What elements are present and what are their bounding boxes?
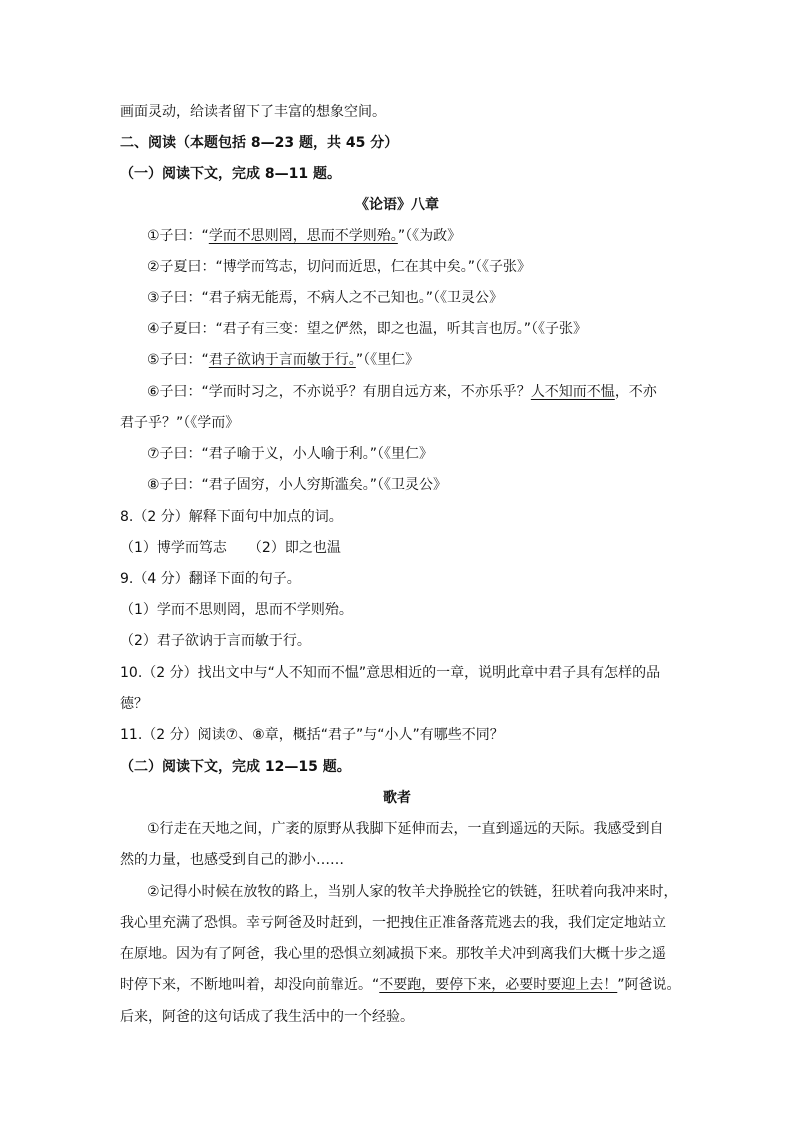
chapter-6-underlined: 人不知而不愠 (530, 384, 615, 400)
chapter-3: ③子曰：“君子病无能焉，不病人之不己知也。”（《卫灵公》 (147, 290, 504, 306)
chapter-6-line1 (147, 382, 684, 402)
chapter-6-pre: ⑥子曰：“学而时习之，不亦说乎？有朋自远方来，不亦乐乎？ (147, 384, 531, 400)
chapter-5-underlined: 君子欲讷于言而敏于行。 (208, 352, 356, 368)
intro-tail: 画面灵动，给读者留下了丰富的想象空间。 (120, 104, 386, 120)
para-1-line2: 然的力量，也感受到自己的渺小…… (120, 852, 344, 868)
chapter-1-underlined: 学而不思则罔，思而不学则殆。 (208, 228, 398, 244)
part1-title: 《论语》八章 (355, 197, 439, 213)
para-1-line1: ①行走在天地之间，广袤的原野从我脚下延伸而去，一直到遥远的天际。我感受到自 (147, 821, 664, 837)
chapter-5-pre: ⑤子曰：“ (147, 352, 209, 368)
para-2-line3: 在原地。因为有了阿爸，我心里的恐惧立刻减损下来。那牧羊犬冲到离我们大概十步之遥 (120, 946, 666, 962)
question-9-item-2: （2）君子欲讷于言而敏于行。 (120, 633, 311, 649)
chapter-1-pre: ①子曰：“ (147, 228, 209, 244)
question-9: 9.（4 分）翻译下面的句子。 (120, 571, 301, 587)
chapter-2: ②子夏曰：“博学而笃志，切问而近思，仁在其中矣。”（《子张》 (147, 259, 532, 275)
para-2-line4 (120, 975, 684, 995)
para-2-line5: 后来，阿爸的这句话成了我生活中的一个经验。 (120, 1009, 414, 1025)
section2-heading: 二、阅读（本题包括 8—23 题，共 45 分） (120, 135, 399, 151)
chapter-1 (147, 226, 684, 246)
question-9-item-1: （1）学而不思则罔，思而不学则殆。 (120, 602, 353, 618)
question-11: 11.（2 分）阅读⑦、⑧章，概括“君子”与“小人”有哪些不同？ (120, 727, 504, 743)
part2-title: 歌者 (383, 790, 411, 806)
chapter-4: ④子夏曰：“君子有三变：望之俨然，即之也温，听其言也厉。”（《子张》 (147, 321, 588, 337)
para-2-line1: ②记得小时候在放牧的路上，当别人家的牧羊犬挣脱拴它的铁链，狂吠着向我冲来时， (147, 884, 678, 900)
chapter-1-post: ”（《为政》 (397, 228, 462, 244)
part2-heading: （二）阅读下文，完成 12—15 题。 (120, 759, 351, 775)
chapter-6-post: ，不亦 (614, 384, 657, 400)
chapter-7: ⑦子曰：“君子喻于义，小人喻于利。”（《里仁》 (147, 446, 434, 462)
part1-heading: （一）阅读下文，完成 8—11 题。 (120, 166, 341, 182)
para-2-line2: 我心里充满了恐惧。幸亏阿爸及时赶到，一把拽住正准备落荒逃去的我，我们定定地站立 (120, 915, 666, 931)
question-8: 8.（2 分）解释下面句中加点的词。 (120, 509, 343, 525)
chapter-8: ⑧子曰：“君子固穷，小人穷斯滥矣。”（《卫灵公》 (147, 477, 448, 493)
para-2-line4-post: ”阿爸说。 (617, 977, 681, 993)
chapter-6-line2: 君子乎？”（《学而》 (120, 415, 240, 431)
chapter-5-post: ”（《里仁》 (355, 352, 420, 368)
question-10-line2: 德？ (120, 696, 148, 712)
question-8-items: （1）博学而笃志 （2）即之也温 (120, 540, 341, 556)
para-2-line4-pre: 时停下来，不断地叫着，却没向前靠近。“ (120, 977, 380, 993)
question-10-line1: 10.（2 分）找出文中与“人不知而不愠”意思相近的一章，说明此章中君子具有怎样的品 (120, 665, 661, 681)
chapter-5 (147, 350, 684, 370)
para-2-line4-underlined: 不要跑，要停下来，必要时要迎上去！ (379, 977, 618, 993)
